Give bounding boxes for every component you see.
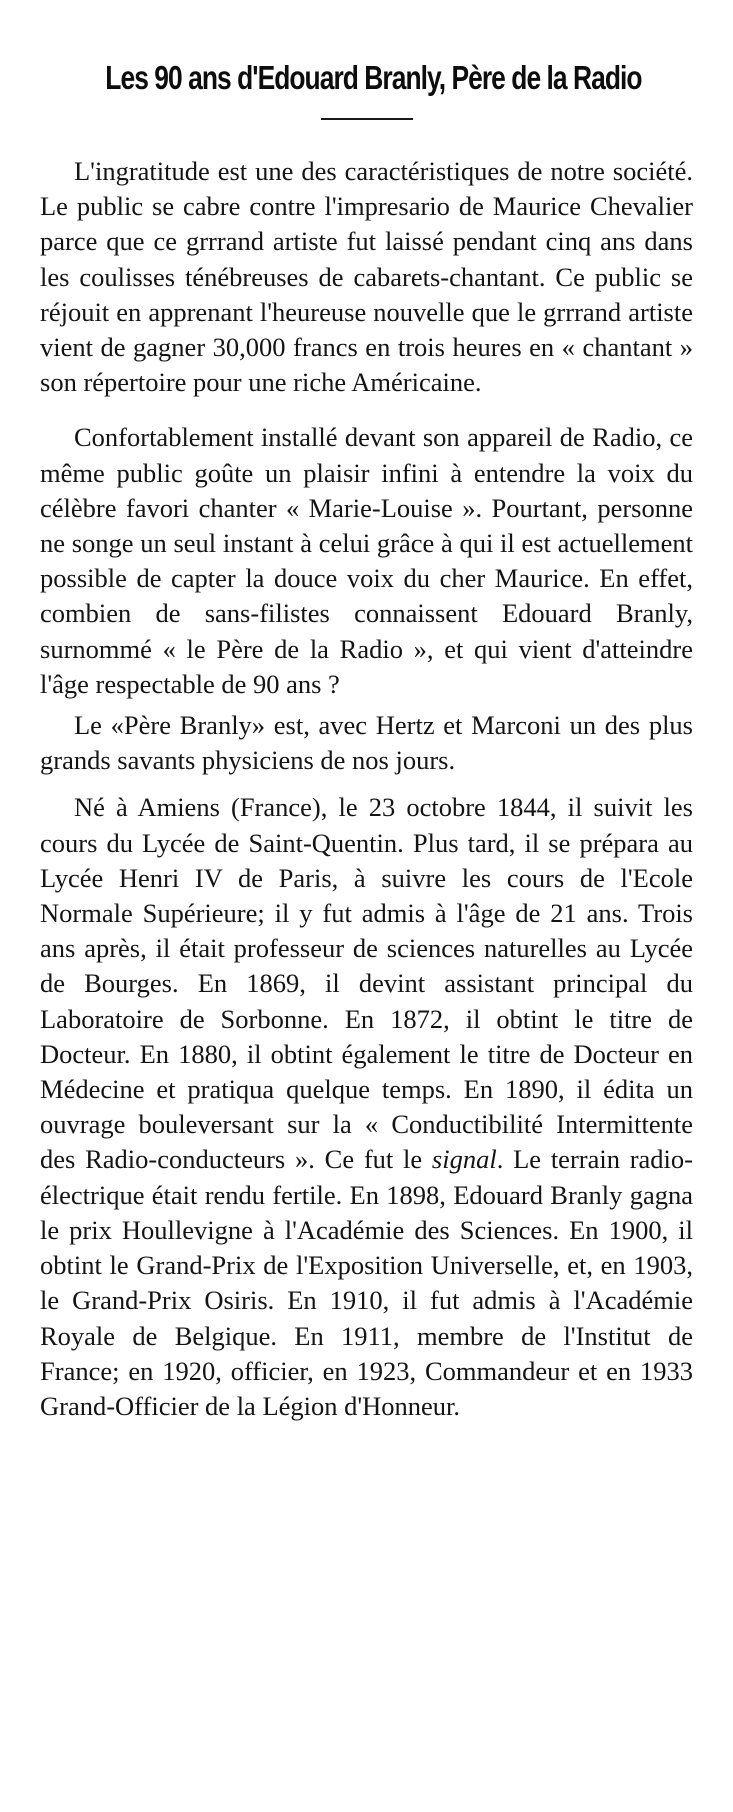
paragraph-ingratitude: L'ingratitude est une des caractéristiques de notre société. Le public se cabre contre l'impresario de Maurice Chevalier parce que ce grrrand artiste fut laissé pendant cinq ans dans les coulisses ténébreuses de cabarets-chantant. Ce public se réjouit en apprenant l'heureuse nouvelle que le grrrand artiste vient de gagner 30,000 francs en trois heures en « chantant » son répertoire pour une riche Américaine. [40, 156, 693, 398]
paragraph-biography [40, 790, 693, 1424]
biography-text-before: Né à Amiens (France), le 23 octobre 1844, il suivit les cours du Lycée de Saint-Quentin. Plus tard, il se prépara au Lycée Henri IV de Paris, à suivre les cours de l'Ecole Normale Supérieure; il y fut admis à l'âge de 21 ans. Trois ans après, il était professeur de sciences naturelles au Lycée de Bourges. En 1869, il devint assistant principal du Laboratoire de Sorbonne. En 1872, il obtint le titre de Docteur. En 1880, il obtint également le titre de Docteur en Médecine et pratiqua quelque temps. En 1890, il édita un ouvrage bouleversant sur la « Conductibilité Intermittente des Radio-conducteurs ». Ce fut le [40, 792, 693, 1175]
signal-emphasis: signal [431, 1144, 497, 1175]
article-title: Les 90 ans d'Edouard Branly, Père de la Radio [105, 59, 642, 96]
biography-text-after: . Le terrain radio-électrique était rendu fertile. En 1898, Edouard Branly gagna le prix Houllevigne à l'Académie des Sciences. En 1900, il obtint le Grand-Prix de l'Exposition Universelle, et, en 1903, le Grand-Prix Osiris. En 1910, il fut admis à l'Académie Royale de Belgique. En 1911, membre de l'Institut de France; en 1920, officier, en 1923, Commandeur et en 1933 Grand-Officier de la Légion d'Honneur. [40, 1144, 693, 1421]
paragraph-radio-public: Confortablement installé devant son appareil de Radio, ce même public goûte un plaisir infini à entendre la voix du célèbre favori chanter « Marie-Louise ». Pourtant, personne ne songe un seul instant à celui grâce à qui il est actuellement possible de capter la douce voix du cher Maurice. En effet, combien de sans-filistes connaissent Edouard Branly, surnommé « le Père de la Radio », et qui vient d'atteindre l'âge respectable de 90 ans ? [40, 422, 693, 699]
paragraph-pere-branly: Le «Père Branly» est, avec Hertz et Marconi un des plus grands savants physiciens de nos jours. [40, 710, 693, 776]
article-body [40, 154, 693, 1424]
title-divider [321, 118, 413, 120]
